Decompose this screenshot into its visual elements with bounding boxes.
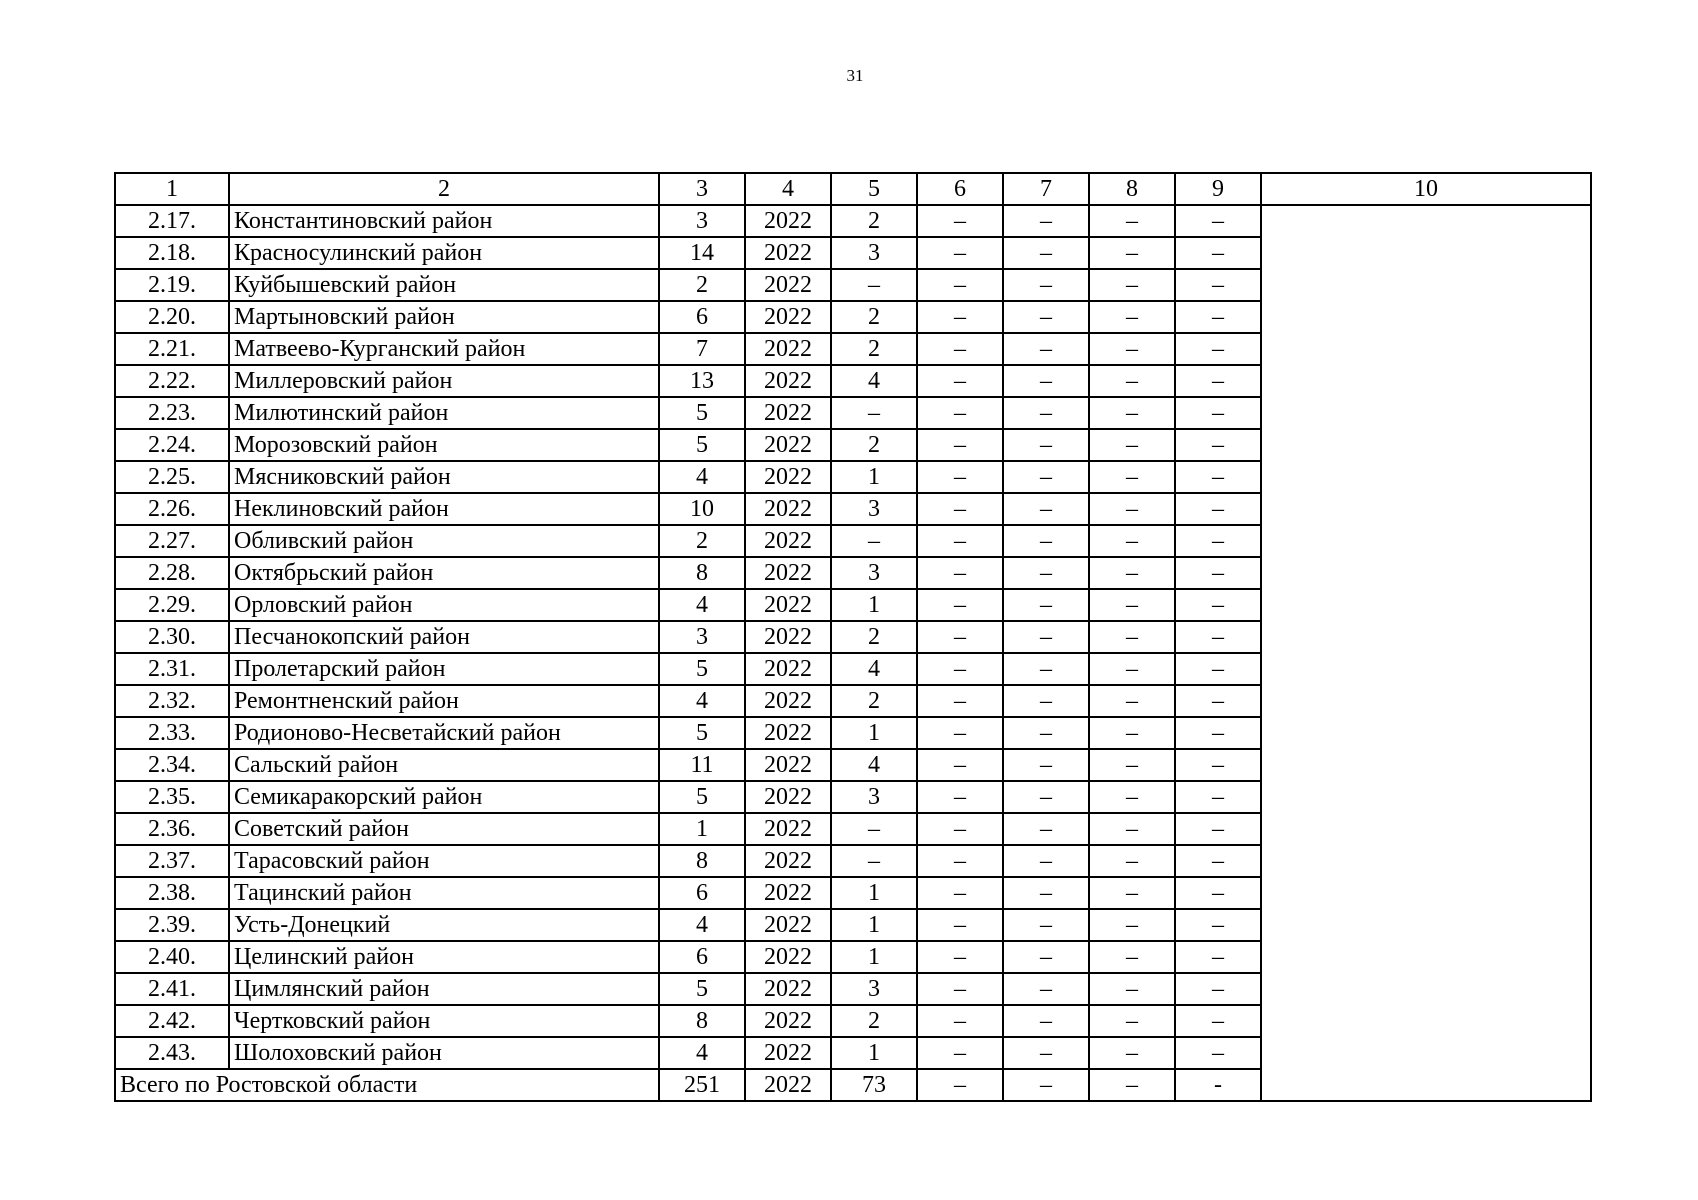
col8-cell: – (1089, 365, 1175, 397)
row-number-cell: 2.27. (115, 525, 229, 557)
district-name-cell: Мартыновский район (229, 301, 659, 333)
col9-cell: – (1175, 845, 1261, 877)
row-number-cell: 2.25. (115, 461, 229, 493)
column-header-3: 3 (659, 173, 745, 205)
col3-cell: 5 (659, 781, 745, 813)
col6-cell: – (917, 461, 1003, 493)
col6-cell: – (917, 237, 1003, 269)
col8-cell: – (1089, 493, 1175, 525)
col3-cell: 8 (659, 845, 745, 877)
row-number-cell: 2.40. (115, 941, 229, 973)
district-name-cell: Родионово-Несветайский район (229, 717, 659, 749)
col9-cell: – (1175, 237, 1261, 269)
col7-cell: – (1003, 685, 1089, 717)
year-cell: 2022 (745, 973, 831, 1005)
row-number-cell: 2.28. (115, 557, 229, 589)
col3-cell: 2 (659, 525, 745, 557)
col5-cell: 2 (831, 333, 917, 365)
col7-cell: – (1003, 1005, 1089, 1037)
col3-cell: 4 (659, 685, 745, 717)
col8-cell: – (1089, 749, 1175, 781)
col5-cell: 1 (831, 717, 917, 749)
col7-cell: – (1003, 301, 1089, 333)
col5-cell: – (831, 269, 917, 301)
col5-cell: 3 (831, 557, 917, 589)
col5-cell: 1 (831, 589, 917, 621)
col3-cell: 14 (659, 237, 745, 269)
year-cell: 2022 (745, 717, 831, 749)
col5-cell: – (831, 525, 917, 557)
col6-cell: – (917, 717, 1003, 749)
col6-cell: – (917, 973, 1003, 1005)
col7-cell: – (1003, 973, 1089, 1005)
district-name-cell: Орловский район (229, 589, 659, 621)
col6-cell: – (917, 685, 1003, 717)
col8-cell: – (1089, 685, 1175, 717)
row-number-cell: 2.17. (115, 205, 229, 237)
row-number-cell: 2.33. (115, 717, 229, 749)
row-number-cell: 2.35. (115, 781, 229, 813)
col5-cell: 2 (831, 301, 917, 333)
col9-cell: – (1175, 557, 1261, 589)
year-cell: 2022 (745, 653, 831, 685)
district-name-cell: Цимлянский район (229, 973, 659, 1005)
col8-cell: – (1089, 525, 1175, 557)
year-cell: 2022 (745, 269, 831, 301)
col7-cell: – (1003, 237, 1089, 269)
district-name-cell: Морозовский район (229, 429, 659, 461)
district-name-cell: Ремонтненский район (229, 685, 659, 717)
col8-cell: – (1089, 941, 1175, 973)
district-name-cell: Сальский район (229, 749, 659, 781)
col8-cell: – (1089, 877, 1175, 909)
col8-cell: – (1089, 621, 1175, 653)
row-number-cell: 2.37. (115, 845, 229, 877)
col5-cell: – (831, 813, 917, 845)
col8-cell: – (1089, 781, 1175, 813)
col9-cell: – (1175, 781, 1261, 813)
col9-cell: – (1175, 973, 1261, 1005)
col6-cell: – (917, 365, 1003, 397)
col6-cell: – (917, 877, 1003, 909)
district-name-cell: Чертковский район (229, 1005, 659, 1037)
column-header-2: 2 (229, 173, 659, 205)
column-10-cell (1261, 205, 1591, 1101)
col6-cell: – (917, 205, 1003, 237)
row-number-cell: 2.18. (115, 237, 229, 269)
col7-cell: – (1003, 909, 1089, 941)
col6-cell: – (917, 941, 1003, 973)
table-body (115, 173, 1591, 1101)
col6-cell: – (917, 429, 1003, 461)
col9-cell: – (1175, 1005, 1261, 1037)
col8-cell: – (1089, 973, 1175, 1005)
district-name-cell: Пролетарский район (229, 653, 659, 685)
district-name-cell: Усть-Донецкий (229, 909, 659, 941)
row-number-cell: 2.30. (115, 621, 229, 653)
col8-cell: – (1089, 909, 1175, 941)
col5-cell: 2 (831, 1005, 917, 1037)
year-cell: 2022 (745, 557, 831, 589)
row-number-cell: 2.31. (115, 653, 229, 685)
col3-cell: 4 (659, 589, 745, 621)
col7-cell: – (1003, 365, 1089, 397)
col7-cell: – (1003, 749, 1089, 781)
year-cell: 2022 (745, 205, 831, 237)
col8-cell: – (1089, 845, 1175, 877)
district-name-cell: Красносулинский район (229, 237, 659, 269)
row-number-cell: 2.22. (115, 365, 229, 397)
row-number-cell: 2.41. (115, 973, 229, 1005)
col8-cell: – (1089, 205, 1175, 237)
col7-cell: – (1003, 557, 1089, 589)
col8-cell: – (1089, 301, 1175, 333)
col8-cell: – (1089, 461, 1175, 493)
col5-cell: 4 (831, 653, 917, 685)
district-name-cell: Тарасовский район (229, 845, 659, 877)
year-cell: 2022 (745, 941, 831, 973)
year-cell: 2022 (745, 813, 831, 845)
district-name-cell: Милютинский район (229, 397, 659, 429)
col8-cell: – (1089, 557, 1175, 589)
col5-cell: 1 (831, 941, 917, 973)
row-number-cell: 2.39. (115, 909, 229, 941)
district-name-cell: Неклиновский район (229, 493, 659, 525)
col7-cell: – (1003, 525, 1089, 557)
year-cell: 2022 (745, 877, 831, 909)
row-number-cell: 2.38. (115, 877, 229, 909)
col6-cell: – (917, 333, 1003, 365)
col6-cell: – (917, 557, 1003, 589)
col5-cell: 1 (831, 909, 917, 941)
year-cell: 2022 (745, 397, 831, 429)
col5-cell: 3 (831, 973, 917, 1005)
col5-cell: 4 (831, 749, 917, 781)
col8-cell: – (1089, 589, 1175, 621)
col5-cell: 1 (831, 461, 917, 493)
col9-cell: – (1175, 589, 1261, 621)
district-name-cell: Семикаракорский район (229, 781, 659, 813)
col8-cell: – (1089, 1037, 1175, 1069)
col7-cell: – (1003, 941, 1089, 973)
col7-cell: – (1003, 429, 1089, 461)
col7-cell: – (1003, 621, 1089, 653)
col3-cell: 1 (659, 813, 745, 845)
col3-cell: 11 (659, 749, 745, 781)
col8-cell: – (1089, 429, 1175, 461)
col3-cell: 2 (659, 269, 745, 301)
col9-cell: – (1175, 1037, 1261, 1069)
col9-cell: – (1175, 365, 1261, 397)
col9-cell: – (1175, 333, 1261, 365)
col9-cell: – (1175, 877, 1261, 909)
col5-cell: 2 (831, 205, 917, 237)
district-name-cell: Обливский район (229, 525, 659, 557)
row-number-cell: 2.34. (115, 749, 229, 781)
col6-cell: – (917, 589, 1003, 621)
col5-cell: 2 (831, 429, 917, 461)
year-cell: 2022 (745, 749, 831, 781)
year-cell: 2022 (745, 1037, 831, 1069)
col5-cell: – (831, 845, 917, 877)
row-number-cell: 2.19. (115, 269, 229, 301)
total-label: Всего по Ростовской области (115, 1069, 659, 1101)
total-value-cell: – (1003, 1069, 1089, 1101)
row-number-cell: 2.20. (115, 301, 229, 333)
col7-cell: – (1003, 845, 1089, 877)
col8-cell: – (1089, 653, 1175, 685)
col6-cell: – (917, 269, 1003, 301)
col5-cell: 2 (831, 621, 917, 653)
col7-cell: – (1003, 877, 1089, 909)
col7-cell: – (1003, 589, 1089, 621)
col3-cell: 8 (659, 557, 745, 589)
col7-cell: – (1003, 781, 1089, 813)
table-row (115, 205, 1591, 237)
row-number-cell: 2.23. (115, 397, 229, 429)
col6-cell: – (917, 845, 1003, 877)
col5-cell: 2 (831, 685, 917, 717)
col6-cell: – (917, 781, 1003, 813)
col6-cell: – (917, 301, 1003, 333)
col6-cell: – (917, 749, 1003, 781)
col8-cell: – (1089, 717, 1175, 749)
row-number-cell: 2.32. (115, 685, 229, 717)
year-cell: 2022 (745, 301, 831, 333)
year-cell: 2022 (745, 429, 831, 461)
col8-cell: – (1089, 237, 1175, 269)
column-header-9: 9 (1175, 173, 1261, 205)
data-table (114, 172, 1592, 1102)
col7-cell: – (1003, 653, 1089, 685)
col7-cell: – (1003, 333, 1089, 365)
col7-cell: – (1003, 205, 1089, 237)
col3-cell: 4 (659, 909, 745, 941)
district-name-cell: Целинский район (229, 941, 659, 973)
row-number-cell: 2.26. (115, 493, 229, 525)
total-value-cell: 73 (831, 1069, 917, 1101)
col8-cell: – (1089, 333, 1175, 365)
district-name-cell: Шолоховский район (229, 1037, 659, 1069)
column-header-4: 4 (745, 173, 831, 205)
total-value-cell: – (1089, 1069, 1175, 1101)
col3-cell: 4 (659, 1037, 745, 1069)
col5-cell: 3 (831, 781, 917, 813)
year-cell: 2022 (745, 621, 831, 653)
col7-cell: – (1003, 269, 1089, 301)
col9-cell: – (1175, 685, 1261, 717)
col9-cell: – (1175, 525, 1261, 557)
page-number: 31 (846, 66, 864, 85)
header-row (115, 173, 1591, 205)
year-cell: 2022 (745, 461, 831, 493)
year-cell: 2022 (745, 685, 831, 717)
year-cell: 2022 (745, 237, 831, 269)
column-header-8: 8 (1089, 173, 1175, 205)
col9-cell: – (1175, 269, 1261, 301)
col9-cell: – (1175, 397, 1261, 429)
col9-cell: – (1175, 653, 1261, 685)
col8-cell: – (1089, 397, 1175, 429)
col3-cell: 10 (659, 493, 745, 525)
col3-cell: 6 (659, 301, 745, 333)
col3-cell: 5 (659, 653, 745, 685)
col8-cell: – (1089, 269, 1175, 301)
total-value-cell: 251 (659, 1069, 745, 1101)
col3-cell: 8 (659, 1005, 745, 1037)
col9-cell: – (1175, 205, 1261, 237)
year-cell: 2022 (745, 845, 831, 877)
col3-cell: 13 (659, 365, 745, 397)
col6-cell: – (917, 397, 1003, 429)
district-name-cell: Константиновский район (229, 205, 659, 237)
row-number-cell: 2.29. (115, 589, 229, 621)
col9-cell: – (1175, 301, 1261, 333)
col3-cell: 7 (659, 333, 745, 365)
col5-cell: 3 (831, 493, 917, 525)
col3-cell: 5 (659, 973, 745, 1005)
col3-cell: 5 (659, 429, 745, 461)
col3-cell: 6 (659, 941, 745, 973)
year-cell: 2022 (745, 589, 831, 621)
year-cell: 2022 (745, 909, 831, 941)
year-cell: 2022 (745, 333, 831, 365)
col8-cell: – (1089, 813, 1175, 845)
col5-cell: 4 (831, 365, 917, 397)
row-number-cell: 2.24. (115, 429, 229, 461)
col9-cell: – (1175, 909, 1261, 941)
column-header-7: 7 (1003, 173, 1089, 205)
col5-cell: 1 (831, 877, 917, 909)
year-cell: 2022 (745, 781, 831, 813)
district-name-cell: Куйбышевский район (229, 269, 659, 301)
column-header-1: 1 (115, 173, 229, 205)
year-cell: 2022 (745, 365, 831, 397)
col9-cell: – (1175, 749, 1261, 781)
row-number-cell: 2.43. (115, 1037, 229, 1069)
col3-cell: 3 (659, 621, 745, 653)
col7-cell: – (1003, 397, 1089, 429)
district-name-cell: Миллеровский район (229, 365, 659, 397)
col6-cell: – (917, 525, 1003, 557)
year-cell: 2022 (745, 525, 831, 557)
col6-cell: – (917, 653, 1003, 685)
col3-cell: 6 (659, 877, 745, 909)
col3-cell: 5 (659, 397, 745, 429)
col3-cell: 3 (659, 205, 745, 237)
col6-cell: – (917, 493, 1003, 525)
col7-cell: – (1003, 461, 1089, 493)
district-name-cell: Песчанокопский район (229, 621, 659, 653)
col3-cell: 5 (659, 717, 745, 749)
row-number-cell: 2.36. (115, 813, 229, 845)
total-value-cell: 2022 (745, 1069, 831, 1101)
col7-cell: – (1003, 493, 1089, 525)
year-cell: 2022 (745, 1005, 831, 1037)
col3-cell: 4 (659, 461, 745, 493)
col5-cell: 3 (831, 237, 917, 269)
col7-cell: – (1003, 813, 1089, 845)
col5-cell: – (831, 397, 917, 429)
row-number-cell: 2.42. (115, 1005, 229, 1037)
total-value-cell: - (1175, 1069, 1261, 1101)
col7-cell: – (1003, 717, 1089, 749)
column-header-6: 6 (917, 173, 1003, 205)
year-cell: 2022 (745, 493, 831, 525)
col9-cell: – (1175, 621, 1261, 653)
col6-cell: – (917, 1037, 1003, 1069)
column-header-5: 5 (831, 173, 917, 205)
district-name-cell: Октябрьский район (229, 557, 659, 589)
col9-cell: – (1175, 813, 1261, 845)
district-name-cell: Мясниковский район (229, 461, 659, 493)
col6-cell: – (917, 813, 1003, 845)
col6-cell: – (917, 909, 1003, 941)
col6-cell: – (917, 621, 1003, 653)
col5-cell: 1 (831, 1037, 917, 1069)
column-header-10: 10 (1261, 173, 1591, 205)
district-name-cell: Советский район (229, 813, 659, 845)
district-name-cell: Тацинский район (229, 877, 659, 909)
col9-cell: – (1175, 493, 1261, 525)
col6-cell: – (917, 1005, 1003, 1037)
col9-cell: – (1175, 717, 1261, 749)
col9-cell: – (1175, 429, 1261, 461)
col7-cell: – (1003, 1037, 1089, 1069)
district-name-cell: Матвеево-Курганский район (229, 333, 659, 365)
total-value-cell: – (917, 1069, 1003, 1101)
row-number-cell: 2.21. (115, 333, 229, 365)
col9-cell: – (1175, 941, 1261, 973)
col8-cell: – (1089, 1005, 1175, 1037)
col9-cell: – (1175, 461, 1261, 493)
